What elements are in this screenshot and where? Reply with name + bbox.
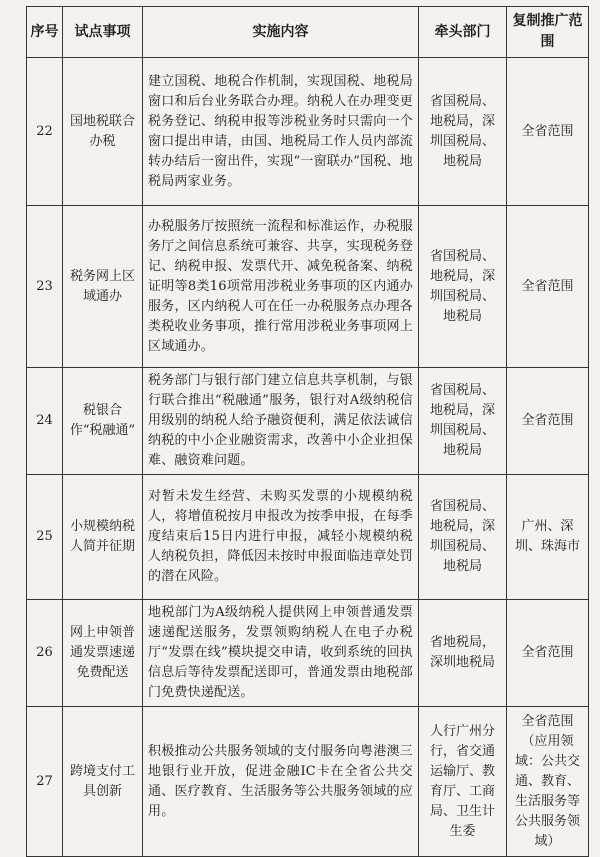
row-scope: 全省范围（应用领域：公共交通、教育、生活服务等公共服务领域）: [507, 707, 589, 857]
row-item: 跨境支付工具创新: [63, 707, 143, 857]
table-row: [27, 58, 589, 206]
row-item: 国地税联合办税: [63, 58, 143, 206]
row-item: 网上申领普通发票速递免费配送: [63, 600, 143, 707]
row-scope: 全省范围: [507, 58, 589, 206]
row-no: 24: [27, 368, 63, 475]
pilot-items-table: [26, 6, 589, 857]
row-content: 地税部门为A级纳税人提供网上申领普通发票速递配送服务，发票领购纳税人在电子办税厅“发票在线”模块提交申请，收到系统的回执信息后等待发票配送即可，普通发票由地税部门免费快递配送。: [143, 600, 419, 707]
row-item: 税务网上区域通办: [63, 206, 143, 368]
row-no: 26: [27, 600, 63, 707]
table-row: [27, 600, 589, 707]
header-scope: 复制推广范围: [507, 7, 589, 58]
row-scope: 广州、深圳、珠海市: [507, 475, 589, 600]
row-scope: 全省范围: [507, 206, 589, 368]
row-lead: 人行广州分行，省交通运输厅、教育厅、工商局、卫生计生委: [419, 707, 507, 857]
row-no: 22: [27, 58, 63, 206]
table-row: [27, 707, 589, 857]
row-lead: 省地税局，深圳地税局: [419, 600, 507, 707]
header-no: 序号: [27, 7, 63, 58]
row-item: 小规模纳税人简并征期: [63, 475, 143, 600]
row-content: 税务部门与银行部门建立信息共享机制，与银行联合推出“税融通”服务，银行对A级纳税信用级别的纳税人给予融资便利，满足依法诚信纳税的中小企业融资需求，改善中小企业担保难、融资难问题。: [143, 368, 419, 475]
row-no: 25: [27, 475, 63, 600]
row-content: 对暂未发生经营、未购买发票的小规模纳税人，将增值税按月申报改为按季申报，在每季度结束后15日内进行申报，减轻小规模纳税人纳税负担，降低因未按时申报面临违章处罚的潜在风险。: [143, 475, 419, 600]
row-content: 积极推动公共服务领域的支付服务向粤港澳三地银行业开放，促进金融IC卡在全省公共交通、医疗教育、生活服务等公共服务领域的应用。: [143, 707, 419, 857]
row-lead: 省国税局、地税局，深圳国税局、地税局: [419, 475, 507, 600]
header-content: 实施内容: [143, 7, 419, 58]
table-row: [27, 206, 589, 368]
header-lead: 牵头部门: [419, 7, 507, 58]
table-header-row: [27, 7, 589, 58]
row-lead: 省国税局、地税局，深圳国税局、地税局: [419, 368, 507, 475]
row-lead: 省国税局、地税局，深圳国税局、地税局: [419, 206, 507, 368]
row-content: 建立国税、地税合作机制，实现国税、地税局窗口和后台业务联合办理。纳税人在办理变更税务登记、纳税申报等涉税业务时只需向一个窗口提出申请，由国、地税局工作人员内部流转办结后一窗出件，实现“一窗联办”国税、地税局两家业务。: [143, 58, 419, 206]
row-no: 27: [27, 707, 63, 857]
row-lead: 省国税局、地税局，深圳国税局、地税局: [419, 58, 507, 206]
table-row: [27, 475, 589, 600]
table-row: [27, 368, 589, 475]
row-content: 办税服务厅按照统一流程和标准运作，办税服务厅之间信息系统可兼容、共享，实现税务登记、纳税申报、发票代开、减免税备案、纳税证明等8类16项常用涉税业务事项的区内通办服务，区内纳税人可在任一办税服务点办理各类税收业务事项，推行常用涉税业务事项网上区域通办。: [143, 206, 419, 368]
row-scope: 全省范围: [507, 368, 589, 475]
row-scope: 全省范围: [507, 600, 589, 707]
row-item: 税银合作“税融通”: [63, 368, 143, 475]
row-no: 23: [27, 206, 63, 368]
header-item: 试点事项: [63, 7, 143, 58]
